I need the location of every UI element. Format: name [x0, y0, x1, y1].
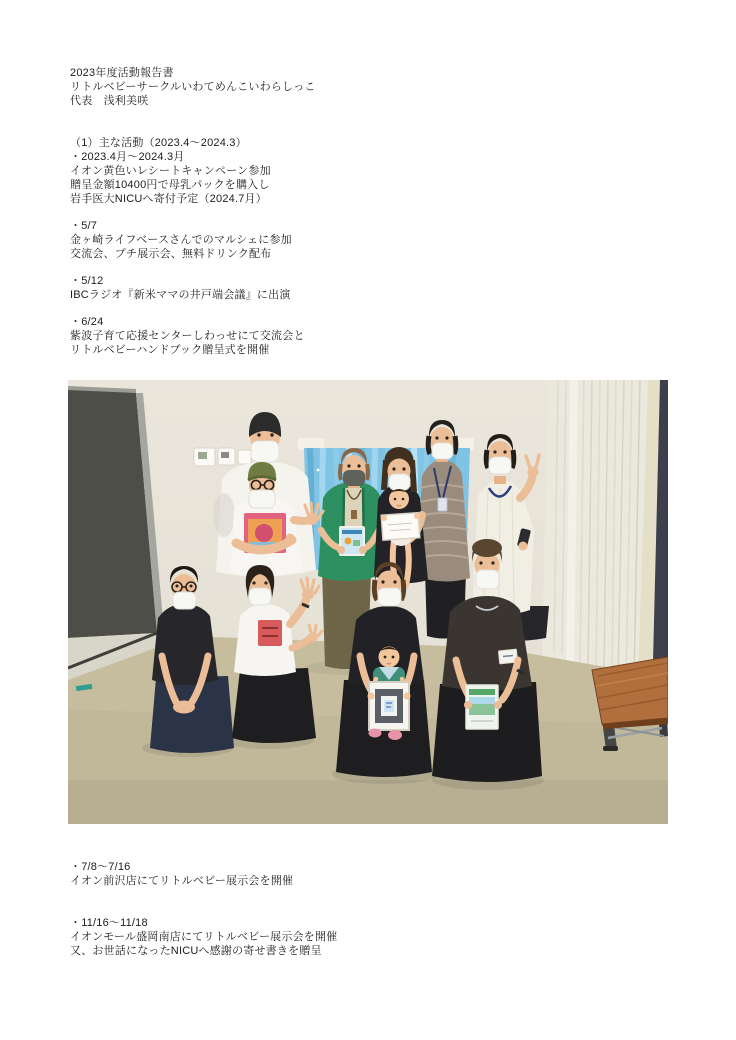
text-line: ・2023.4月〜2024.3月	[70, 151, 185, 163]
group-photo	[68, 380, 668, 824]
text-line: （1）主な活動（2023.4〜2024.3）	[70, 137, 247, 149]
activities-after-photo	[70, 860, 337, 986]
text-line: リトルベビーサークルいわてめんこいわらしっこ	[70, 81, 316, 93]
text-line: ・6/24	[70, 316, 104, 328]
face-mask	[249, 588, 271, 605]
text-line: リトルベビーハンドブック贈呈式を開催	[70, 344, 270, 356]
text-line: ・11/16〜11/18	[70, 917, 148, 929]
pendant	[351, 510, 357, 519]
face-mask	[389, 474, 410, 490]
activity-section	[70, 219, 305, 261]
text-line: 贈呈金額10400円で母乳パックを購入し	[70, 179, 270, 191]
wall-thermostat-panel	[194, 448, 251, 466]
text-line: 代表 浅利美咲	[70, 95, 149, 107]
text-line: イオンモール盛岡南店にてリトルベビー展示会を開催	[70, 931, 338, 943]
face-mask	[173, 592, 196, 609]
text-line: ・5/12	[70, 275, 104, 287]
text-line: 交流会、プチ展示会、無料ドリンク配布	[70, 248, 272, 260]
activity-section	[70, 274, 305, 302]
face-mask	[251, 441, 279, 462]
activity-section	[70, 315, 305, 357]
activities-before-photo	[70, 136, 305, 370]
face-mask	[432, 443, 453, 459]
face-mask	[249, 490, 275, 508]
text-line: IBCラジオ『新米ママの井戸端会議』に出演	[70, 289, 291, 301]
report-header	[70, 66, 316, 108]
text-line: 又、お世話になったNICUへ感謝の寄せ書きを贈呈	[70, 945, 322, 957]
text-line: 紫波子育て応援センターしわっせにて交流会と	[70, 330, 305, 342]
text-line: 金ヶ崎ライフベースさんでのマルシェに参加	[70, 234, 292, 246]
face-mask	[476, 570, 499, 589]
text-line: イオン黄色いレシートキャンペーン参加	[70, 165, 271, 177]
text-line: 岩手医大NICUへ寄付予定（2024.7月）	[70, 193, 267, 205]
certificate	[381, 513, 420, 541]
tshirt-print	[258, 620, 282, 646]
gray-face-mask	[343, 470, 365, 486]
text-line: 2023年度活動報告書	[70, 67, 174, 79]
face-mask	[378, 588, 401, 606]
text-line: イオン前沢店にてリトルベビー展示会を開催	[70, 875, 294, 887]
group-photo-illustration	[68, 380, 668, 824]
face-mask	[489, 457, 511, 474]
activity-section	[70, 860, 337, 888]
text-line: ・5/7	[70, 220, 98, 232]
activity-section	[70, 916, 337, 958]
text-line: ・7/8〜7/16	[70, 861, 131, 873]
activity-section	[70, 136, 305, 206]
framed-picture	[369, 682, 409, 730]
